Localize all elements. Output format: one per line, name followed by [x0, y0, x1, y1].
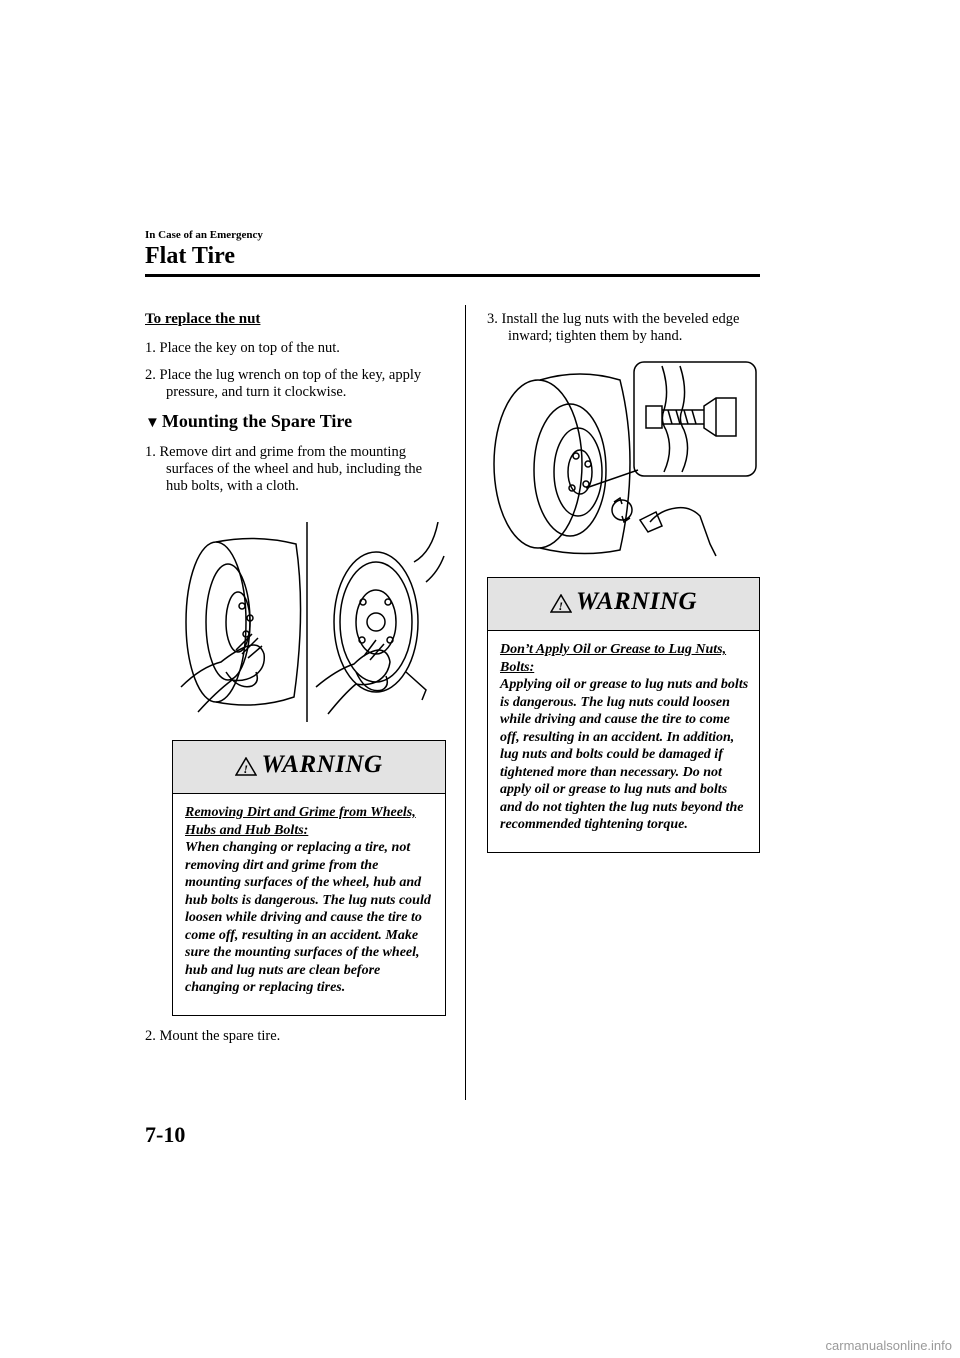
warning-triangle-icon [550, 594, 572, 613]
replace-nut-heading: To replace the nut [145, 311, 261, 327]
warning-box-oil [487, 577, 760, 853]
title-rule [145, 274, 760, 277]
watermark: carmanualsonline.info [825, 1338, 952, 1353]
replace-step-1: 1. Place the key on top of the nut. [145, 340, 340, 356]
warning-title-text: WARNING [575, 588, 698, 615]
warning-title-text: WARNING [261, 751, 383, 778]
warning-box-dirt [172, 740, 446, 1016]
warning-triangle-icon [235, 757, 257, 776]
cleaning-wheel-hub-illustration [176, 522, 446, 724]
warning-title [488, 588, 759, 616]
warning-body [488, 631, 759, 842]
warning-subtitle: Removing Dirt and Grime from Wheels, Hubs and Hub Bolts: [185, 805, 416, 838]
page-number: 7-10 [145, 1122, 186, 1147]
page-title: Flat Tire [145, 243, 235, 269]
down-triangle-icon: ▼ [145, 415, 160, 431]
column-divider [465, 305, 466, 1100]
warning-body [173, 794, 445, 1005]
mount-step-1: 1. Remove dirt and grime from the mounting surfaces of the wheel and hub, including the hub bolts, with a cloth. [145, 444, 423, 494]
warning-header [488, 578, 759, 631]
section-label: In Case of an Emergency [145, 229, 263, 241]
svg-text:!: ! [243, 761, 250, 776]
mount-step-2: 2. Mount the spare tire. [145, 1028, 281, 1044]
warning-header [173, 741, 445, 794]
warning-subtitle: Don’t Apply Oil or Grease to Lug Nuts, Bolts: [500, 642, 727, 675]
warning-title [173, 751, 445, 779]
svg-text:!: ! [558, 598, 564, 613]
lug-nut-install-illustration [490, 360, 760, 560]
mounting-heading [145, 411, 445, 432]
warning-text: When changing or replacing a tire, not removing dirt and grime from the mounting surfaces of the wheel, hub and hub bolts is dangerous. The lug nuts could loosen while driving and cause the tire to come off, resulting in an accident. Make sure the mounting surfaces of the wheel, hub and lug nuts are clean before changing or replacing tires. [185, 840, 431, 995]
replace-step-2: 2. Place the lug wrench on top of the key, apply pressure, and turn it clockwise. [145, 367, 422, 400]
mount-step-3: 3. Install the lug nuts with the beveled edge inward; tighten them by hand. [487, 311, 740, 344]
warning-text: Applying oil or grease to lug nuts and bolts is dangerous. The lug nuts could loosen while driving and cause the tire to come off, resulting in an accident. In addition, lug nuts and bolts could be damaged if tightened more than necessary. Do not apply oil or grease to lug nuts and bolts and do not tighten the lug nuts beyond the recommended tightening torque. [500, 677, 749, 832]
mounting-heading-text: Mounting the Spare Tire [161, 411, 353, 431]
left-column [145, 311, 445, 495]
